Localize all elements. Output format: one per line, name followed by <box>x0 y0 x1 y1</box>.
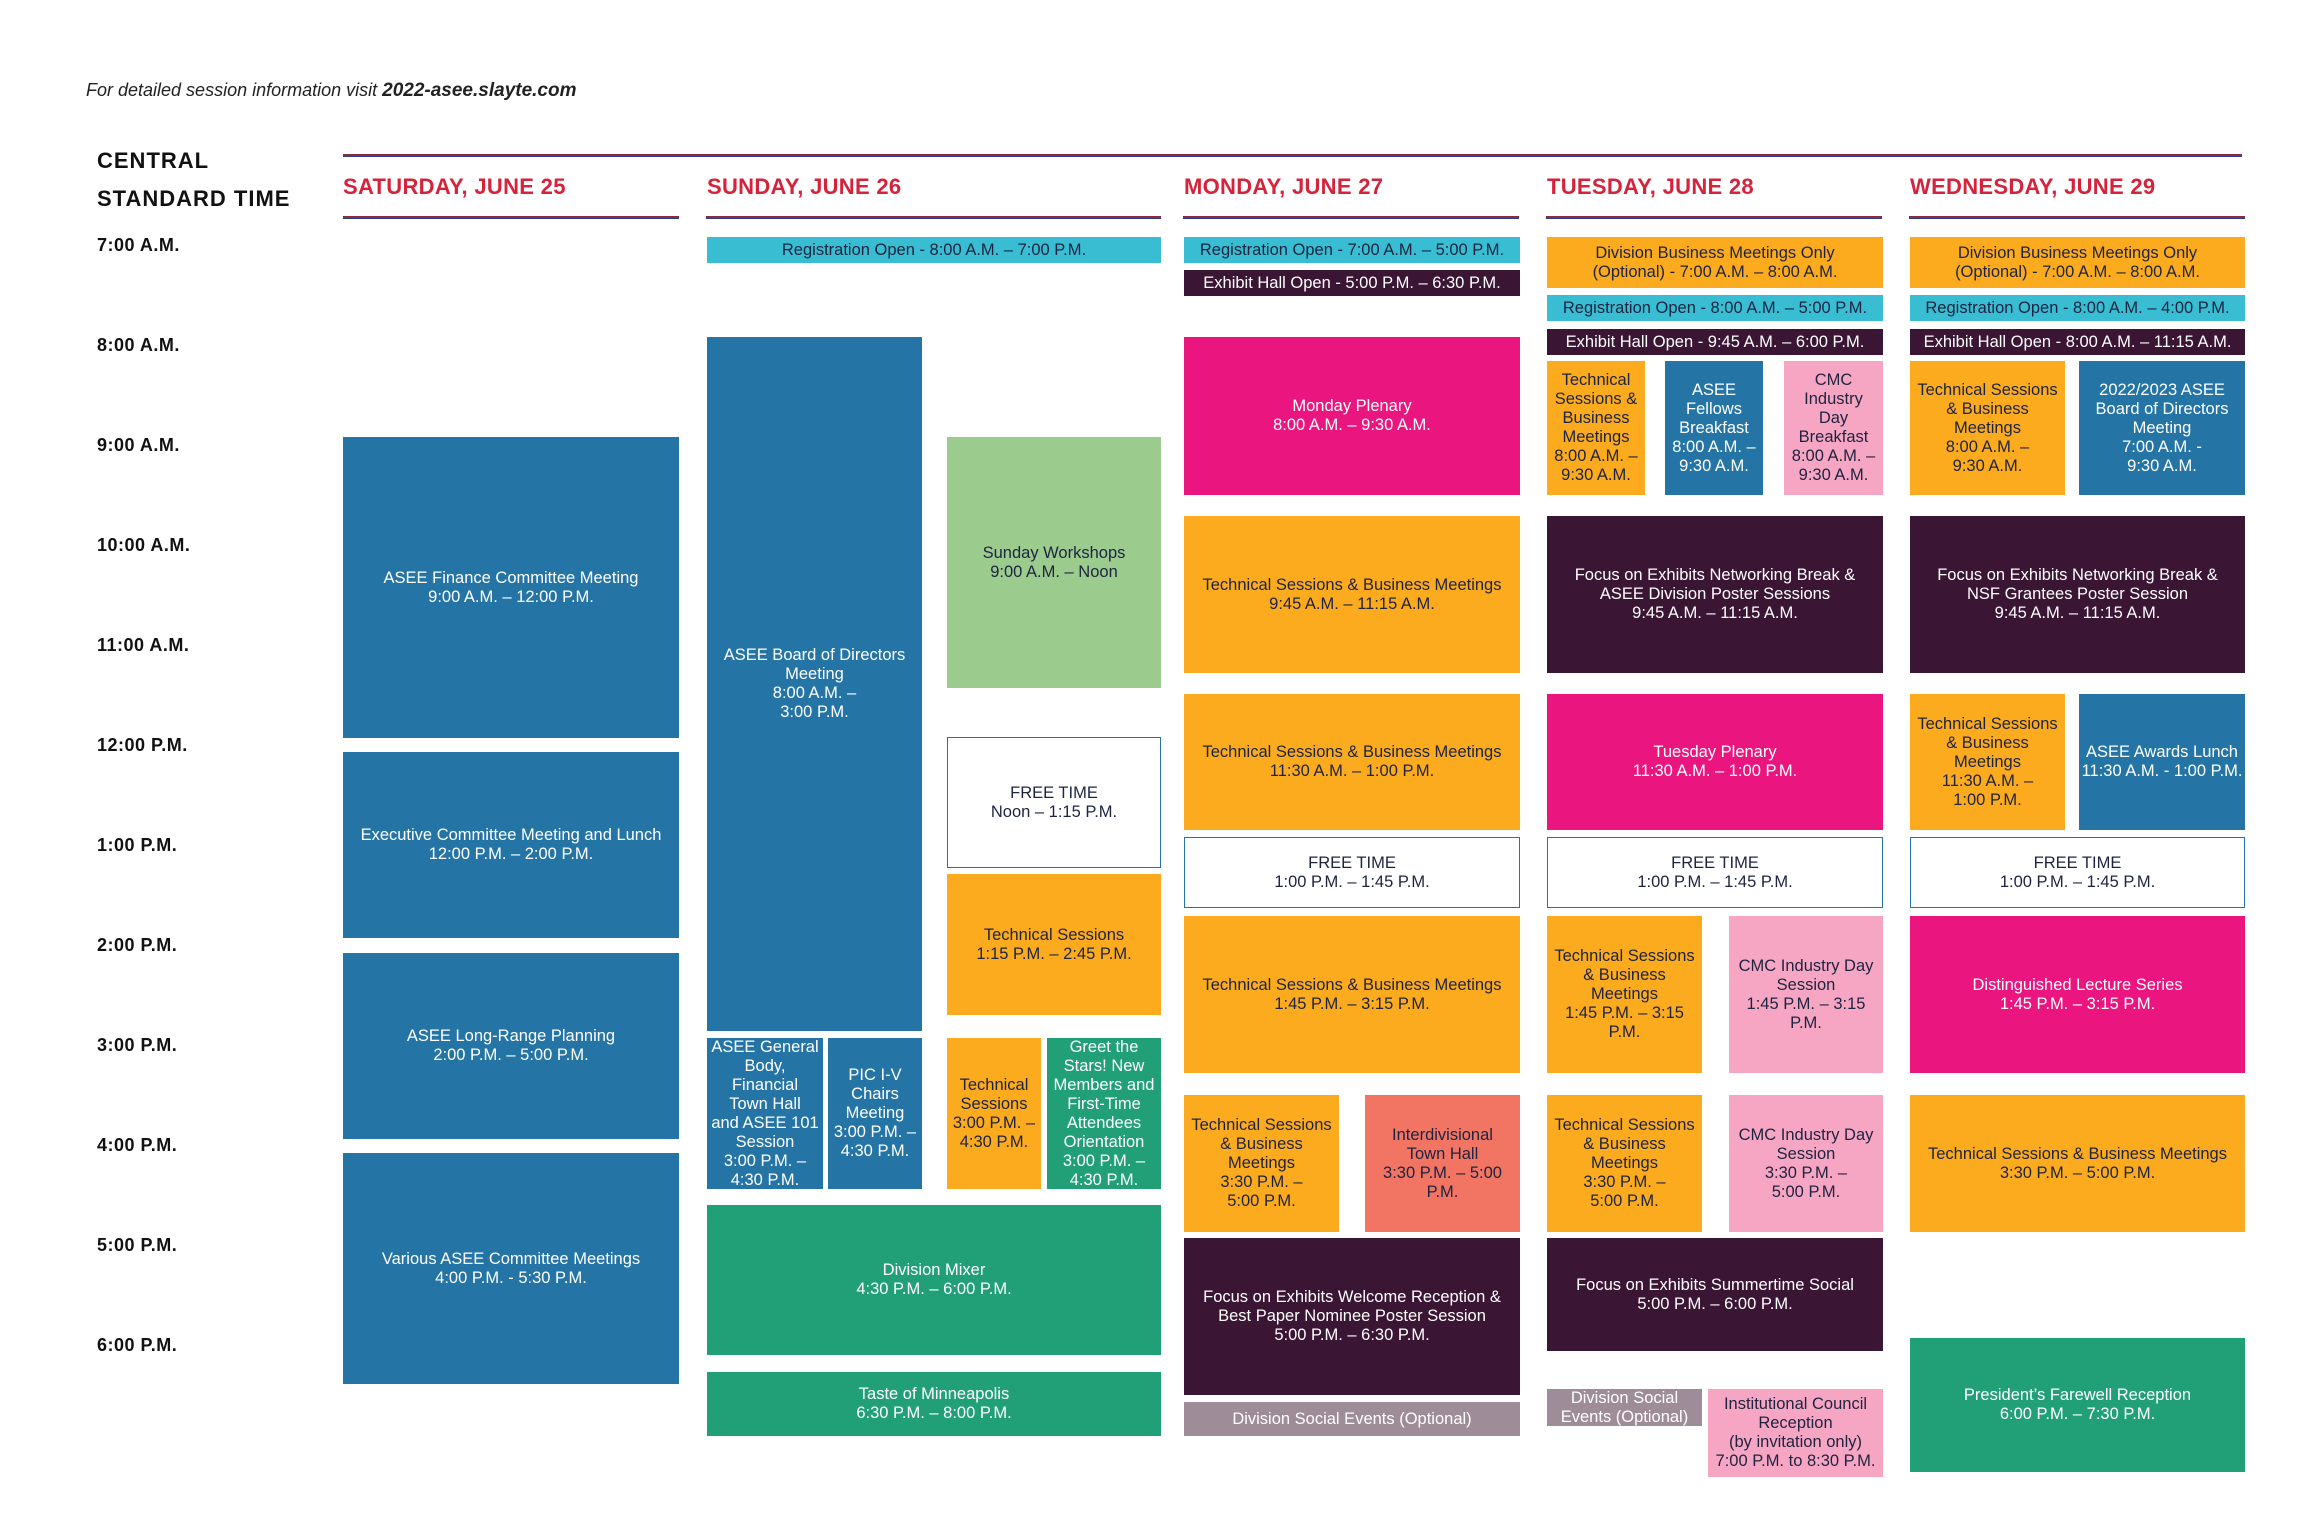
event-tue-free-time[interactable]: FREE TIME 1:00 P.M. – 1:45 P.M. <box>1547 837 1883 908</box>
session-info-note <box>86 80 577 102</box>
event-general-body-town-hall[interactable]: ASEE General Body, Financial Town Hall and ASEE 101 Session 3:00 P.M. – 4:30 P.M. <box>707 1038 823 1189</box>
event-greet-the-stars[interactable]: Greet the Stars! New Members and First-Time Attendees Orientation 3:00 P.M. – 4:30 P.M. <box>1047 1038 1161 1189</box>
event-monday-plenary[interactable]: Monday Plenary 8:00 A.M. – 9:30 A.M. <box>1184 337 1520 495</box>
time-label-10am: 10:00 A.M. <box>97 535 191 555</box>
event-wed-technical-sessions-1130[interactable]: Technical Sessions & Business Meetings 11:30 A.M. – 1:00 P.M. <box>1910 694 2065 830</box>
time-label-7am: 7:00 A.M. <box>97 235 180 255</box>
event-mon-technical-sessions-1130[interactable]: Technical Sessions & Business Meetings 11:30 A.M. – 1:00 P.M. <box>1184 694 1520 830</box>
event-wed-division-business-meetings[interactable]: Division Business Meetings Only (Optional) - 7:00 A.M. – 8:00 A.M. <box>1910 237 2245 288</box>
event-welcome-reception[interactable]: Focus on Exhibits Welcome Reception & Best Paper Nominee Poster Session 5:00 P.M. – 6:30 P.M. <box>1184 1238 1520 1395</box>
event-sun-technical-sessions[interactable]: Technical Sessions 1:15 P.M. – 2:45 P.M. <box>947 874 1161 1015</box>
event-mon-technical-sessions-145[interactable]: Technical Sessions & Business Meetings 1:45 P.M. – 3:15 P.M. <box>1184 916 1520 1073</box>
time-label-6pm: 6:00 P.M. <box>97 1335 178 1355</box>
event-mon-exhibit-hall[interactable]: Exhibit Hall Open - 5:00 P.M. – 6:30 P.M. <box>1184 270 1520 296</box>
event-tue-registration[interactable]: Registration Open - 8:00 A.M. – 5:00 P.M. <box>1547 295 1883 321</box>
event-sun-technical-sessions-3pm[interactable]: Technical Sessions 3:00 P.M. – 4:30 P.M. <box>947 1038 1041 1189</box>
header-top-rule <box>343 154 2242 157</box>
event-tue-networking-break[interactable]: Focus on Exhibits Networking Break & ASEE Division Poster Sessions 9:45 A.M. – 11:15 A.M. <box>1547 516 1883 673</box>
event-2022-2023-board-meeting[interactable]: 2022/2023 ASEE Board of Directors Meeting 7:00 A.M. - 9:30 A.M. <box>2079 361 2245 495</box>
event-tue-division-business-meetings[interactable]: Division Business Meetings Only (Optional) - 7:00 A.M. – 8:00 A.M. <box>1547 237 1883 288</box>
event-summertime-social[interactable]: Focus on Exhibits Summertime Social 5:00 P.M. – 6:00 P.M. <box>1547 1238 1883 1351</box>
event-presidents-farewell-reception[interactable]: President’s Farewell Reception 6:00 P.M. – 7:30 P.M. <box>1910 1338 2245 1472</box>
time-label-11am: 11:00 A.M. <box>97 635 190 655</box>
event-institutional-council-reception[interactable]: Institutional Council Reception (by invitation only) 7:00 P.M. to 8:30 P.M. <box>1708 1389 1883 1477</box>
note-prefix: For detailed session information visit <box>86 80 383 100</box>
event-tue-technical-sessions-145[interactable]: Technical Sessions & Business Meetings 1:45 P.M. – 3:15 P.M. <box>1547 916 1702 1073</box>
timezone-label <box>97 142 290 218</box>
event-cmc-industry-day-session-330[interactable]: CMC Industry Day Session 3:30 P.M. – 5:00 P.M. <box>1729 1095 1883 1232</box>
day-header-saturday: SATURDAY, JUNE 25 <box>343 174 566 199</box>
event-division-mixer[interactable]: Division Mixer 4:30 P.M. – 6:00 P.M. <box>707 1205 1161 1355</box>
event-asee-awards-lunch[interactable]: ASEE Awards Lunch 11:30 A.M. - 1:00 P.M. <box>2079 694 2245 830</box>
time-label-9am: 9:00 A.M. <box>97 435 180 455</box>
time-label-4pm: 4:00 P.M. <box>97 1135 178 1155</box>
event-wed-technical-sessions-330[interactable]: Technical Sessions & Business Meetings 3:30 P.M. – 5:00 P.M. <box>1910 1095 2245 1232</box>
event-sun-registration[interactable]: Registration Open - 8:00 A.M. – 7:00 P.M. <box>707 237 1161 263</box>
event-tue-technical-sessions-8am[interactable]: Technical Sessions & Business Meetings 8:00 A.M. – 9:30 A.M. <box>1547 361 1645 495</box>
event-mon-registration[interactable]: Registration Open - 7:00 A.M. – 5:00 P.M. <box>1184 237 1520 263</box>
event-executive-committee-lunch[interactable]: Executive Committee Meeting and Lunch 12:00 P.M. – 2:00 P.M. <box>343 752 679 938</box>
header-rule-sat <box>343 216 679 219</box>
event-asee-finance-committee[interactable]: ASEE Finance Committee Meeting 9:00 A.M. – 12:00 P.M. <box>343 437 679 738</box>
event-long-range-planning[interactable]: ASEE Long-Range Planning 2:00 P.M. – 5:00 P.M. <box>343 953 679 1139</box>
event-pic-chairs-meeting[interactable]: PIC I-V Chairs Meeting 3:00 P.M. – 4:30 P.M. <box>828 1038 922 1189</box>
time-label-2pm: 2:00 P.M. <box>97 935 178 955</box>
timezone-line-1: CENTRAL <box>97 148 210 173</box>
event-various-committee-meetings[interactable]: Various ASEE Committee Meetings 4:00 P.M. - 5:30 P.M. <box>343 1153 679 1384</box>
day-header-sunday: SUNDAY, JUNE 26 <box>707 174 902 199</box>
timezone-line-2: STANDARD TIME <box>97 186 291 211</box>
event-interdivisional-town-hall[interactable]: Interdivisional Town Hall 3:30 P.M. – 5:00 P.M. <box>1365 1095 1520 1232</box>
time-label-3pm: 3:00 P.M. <box>97 1035 178 1055</box>
event-tue-exhibit-hall[interactable]: Exhibit Hall Open - 9:45 A.M. – 6:00 P.M. <box>1547 329 1883 355</box>
event-tuesday-plenary[interactable]: Tuesday Plenary 11:30 A.M. – 1:00 P.M. <box>1547 694 1883 830</box>
day-header-wednesday: WEDNESDAY, JUNE 29 <box>1910 174 2156 199</box>
event-mon-technical-sessions-945[interactable]: Technical Sessions & Business Meetings 9:45 A.M. – 11:15 A.M. <box>1184 516 1520 673</box>
event-cmc-industry-day-breakfast[interactable]: CMC Industry Day Breakfast 8:00 A.M. – 9:30 A.M. <box>1784 361 1883 495</box>
event-wed-technical-sessions-8am[interactable]: Technical Sessions & Business Meetings 8:00 A.M. – 9:30 A.M. <box>1910 361 2065 495</box>
header-rule-wed <box>1909 216 2245 219</box>
event-distinguished-lecture-series[interactable]: Distinguished Lecture Series 1:45 P.M. – 3:15 P.M. <box>1910 916 2245 1073</box>
session-info-link[interactable]: 2022-asee.slayte.com <box>382 80 577 101</box>
event-tue-technical-sessions-330[interactable]: Technical Sessions & Business Meetings 3:30 P.M. – 5:00 P.M. <box>1547 1095 1702 1232</box>
event-sun-free-time[interactable]: FREE TIME Noon – 1:15 P.M. <box>947 737 1161 868</box>
event-mon-technical-sessions-330[interactable]: Technical Sessions & Business Meetings 3:30 P.M. – 5:00 P.M. <box>1184 1095 1339 1232</box>
event-asee-fellows-breakfast[interactable]: ASEE Fellows Breakfast 8:00 A.M. – 9:30 A.M. <box>1665 361 1763 495</box>
event-tue-division-social[interactable]: Division Social Events (Optional) <box>1547 1389 1702 1426</box>
time-label-5pm: 5:00 P.M. <box>97 1235 178 1255</box>
header-rule-mon <box>1183 216 1519 219</box>
event-wed-exhibit-hall[interactable]: Exhibit Hall Open - 8:00 A.M. – 11:15 A.M. <box>1910 329 2245 355</box>
event-wed-networking-break[interactable]: Focus on Exhibits Networking Break & NSF Grantees Poster Session 9:45 A.M. – 11:15 A.M. <box>1910 516 2245 673</box>
time-label-12pm: 12:00 P.M. <box>97 735 188 755</box>
event-wed-registration[interactable]: Registration Open - 8:00 A.M. – 4:00 P.M. <box>1910 295 2245 321</box>
event-mon-division-social[interactable]: Division Social Events (Optional) <box>1184 1402 1520 1436</box>
event-taste-of-minneapolis[interactable]: Taste of Minneapolis 6:30 P.M. – 8:00 P.M. <box>707 1372 1161 1436</box>
time-label-1pm: 1:00 P.M. <box>97 835 178 855</box>
event-sunday-workshops[interactable]: Sunday Workshops 9:00 A.M. – Noon <box>947 437 1161 688</box>
day-header-monday: MONDAY, JUNE 27 <box>1184 174 1384 199</box>
day-header-tuesday: TUESDAY, JUNE 28 <box>1547 174 1754 199</box>
header-rule-tue <box>1546 216 1882 219</box>
event-wed-free-time[interactable]: FREE TIME 1:00 P.M. – 1:45 P.M. <box>1910 837 2245 908</box>
event-board-of-directors-meeting[interactable]: ASEE Board of Directors Meeting 8:00 A.M. – 3:00 P.M. <box>707 337 922 1031</box>
event-cmc-industry-day-session-145[interactable]: CMC Industry Day Session 1:45 P.M. – 3:15 P.M. <box>1729 916 1883 1073</box>
time-label-8am: 8:00 A.M. <box>97 335 180 355</box>
header-rule-sun <box>706 216 1161 219</box>
event-mon-free-time[interactable]: FREE TIME 1:00 P.M. – 1:45 P.M. <box>1184 837 1520 908</box>
